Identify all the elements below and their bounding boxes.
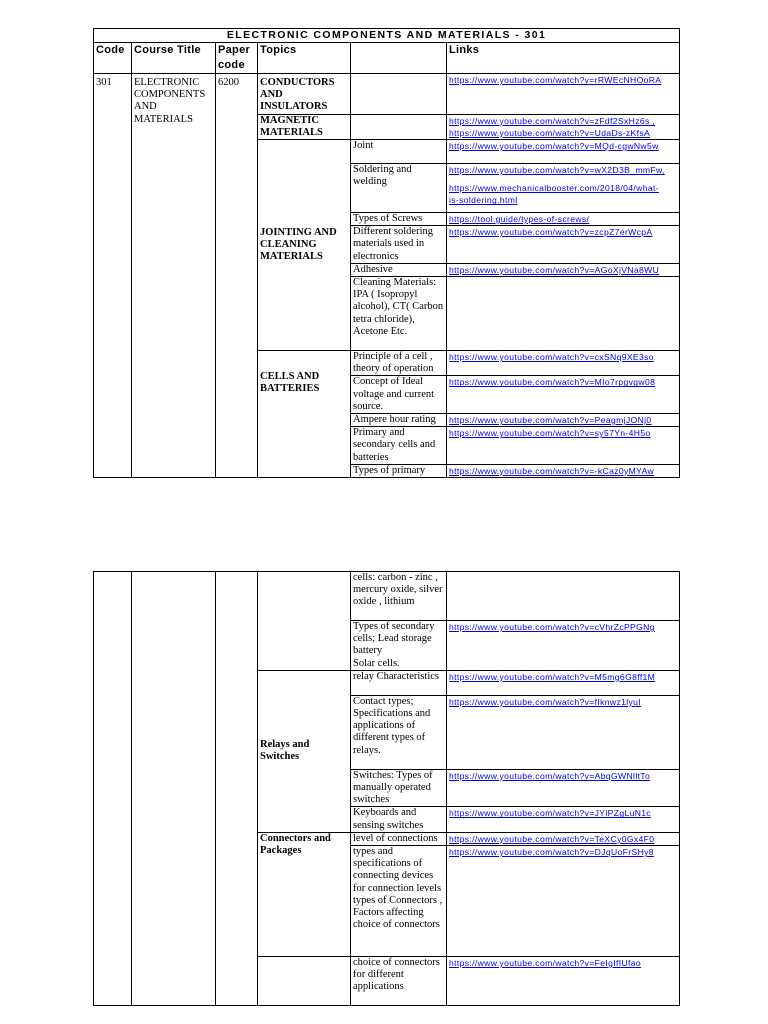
subtopic-cleaning: Cleaning Materials: IPA ( Isopropyl alcohol), CT( Carbon tetra chloride), Acetone Etc. bbox=[351, 277, 447, 351]
link-soldering-1[interactable]: https://www.youtube.com/watch?v=wX2D3B_mmFw, bbox=[449, 165, 665, 176]
links-cell bbox=[447, 213, 680, 226]
header-paper-code: Paper code bbox=[216, 43, 258, 74]
subtopic-switches: Switches: Types of manually operated switches bbox=[351, 769, 447, 807]
subtopic-relay-char: relay Characteristics bbox=[351, 670, 447, 695]
topic-connectors: Connectors and Packages bbox=[258, 832, 351, 956]
subtopic-types-primary: Types of primary bbox=[351, 464, 447, 477]
links-cell bbox=[447, 670, 680, 695]
links-cell bbox=[447, 414, 680, 427]
subtopic-connecting-devices: types and specifications of connecting devices for connection levels types of Connectors , Factors affecting choice of connectors bbox=[351, 846, 447, 957]
link-keyboards[interactable]: https://www.youtube.com/watch?v=JYlPZgLuN1c bbox=[449, 808, 652, 819]
subtopic-soldering-materials: Different soldering materials used in electronics bbox=[351, 226, 447, 264]
link-joint[interactable]: https://www.youtube.com/watch?v=MQd-cgwNw5w bbox=[449, 141, 659, 152]
paper-code-empty-cell bbox=[216, 572, 258, 1006]
link-conductors[interactable]: https://www.youtube.com/watch?v=rRWEcNHOoRA bbox=[449, 75, 662, 85]
course-code: 301 bbox=[94, 74, 132, 478]
topic-cells: CELLS AND BATTERIES bbox=[258, 351, 351, 478]
link-connecting-devices[interactable]: https://www.youtube.com/watch?v=DJqUoFrSHy8 bbox=[449, 847, 654, 858]
subtopic-choice-connectors: choice of connectors for different applications bbox=[351, 957, 447, 1006]
links-cell bbox=[447, 572, 680, 621]
link-contact-types[interactable]: https://www.youtube.com/watch?v=fIknwz1lyuI bbox=[449, 696, 642, 707]
link-soldering-3[interactable]: is-soldering.html bbox=[449, 195, 518, 206]
link-relay-char[interactable]: https://www.youtube.com/watch?v=M5mg6G8ff1M bbox=[449, 671, 656, 682]
subtopic-empty bbox=[351, 114, 447, 139]
link-level-connections[interactable]: https://www.youtube.com/watch?v=TeXCy0Gx4F0 bbox=[449, 833, 655, 844]
subtopic-secondary-cells: Types of secondary cells; Lead storage battery Solar cells. bbox=[351, 621, 447, 671]
course-title-empty-cell bbox=[132, 572, 216, 1006]
links-cell bbox=[447, 621, 680, 671]
link-magnetic-2[interactable]: https://www.youtube.com/watch?v=UdaDs-zKfsA bbox=[449, 127, 651, 138]
header-code: Code bbox=[94, 43, 132, 74]
links-cell bbox=[447, 351, 680, 376]
document-title: ELECTRONIC COMPONENTS AND MATERIALS - 301 bbox=[94, 29, 680, 43]
links-cell bbox=[447, 832, 680, 845]
code-empty-cell bbox=[94, 572, 132, 1006]
link-types-primary[interactable]: https://www.youtube.com/watch?v=-kCaz0yMYAw bbox=[449, 465, 655, 476]
links-cell bbox=[447, 769, 680, 807]
links-cell bbox=[447, 846, 680, 957]
links-cell bbox=[447, 277, 680, 351]
link-choice-connectors[interactable]: https://www.youtube.com/watch?v=FeIgIfIUfao bbox=[449, 958, 642, 969]
links-cell bbox=[447, 957, 680, 1006]
subtopic-primary-secondary: Primary and secondary cells and batteries bbox=[351, 427, 447, 465]
link-principle-cell[interactable]: https://www.youtube.com/watch?v=cxSNq9XE3so bbox=[449, 352, 654, 363]
links-cell bbox=[447, 695, 680, 769]
link-soldering-materials[interactable]: https://www.youtube.com/watch?v=zcpZ7erWcpA bbox=[449, 227, 653, 238]
subtopic-level-connections: level of connections bbox=[351, 832, 447, 845]
syllabus-table-page-1 bbox=[93, 28, 680, 478]
header-subtopics bbox=[351, 43, 447, 74]
links-cell bbox=[447, 140, 680, 164]
subtopic-soldering: Soldering and welding bbox=[351, 164, 447, 213]
subtopic-screws: Types of Screws bbox=[351, 213, 447, 226]
topic-relays: Relays and Switches bbox=[258, 670, 351, 832]
topic-magnetic: MAGNETIC MATERIALS bbox=[258, 114, 351, 139]
link-adhesive[interactable]: https://www.youtube.com/watch?v=AGoXjVNa8WU bbox=[449, 264, 660, 275]
link-soldering-2[interactable]: https://www.mechanicalbooster.com/2018/04/what- bbox=[449, 183, 659, 194]
subtopic-principle-cell: Principle of a cell , theory of operation bbox=[351, 351, 447, 376]
topic-conductors: CONDUCTORS AND INSULATORS bbox=[258, 74, 351, 115]
links-cell bbox=[447, 263, 680, 276]
subtopic-adhesive: Adhesive bbox=[351, 263, 447, 276]
topic-jointing: JOINTING AND CLEANING MATERIALS bbox=[258, 140, 351, 351]
course-title: ELECTRONIC COMPONENTS AND MATERIALS bbox=[132, 74, 216, 478]
link-ideal-voltage[interactable]: https://www.youtube.com/watch?v=MIo7rpgvgw08 bbox=[449, 377, 656, 388]
links-cell bbox=[447, 164, 680, 213]
link-secondary-cells[interactable]: https://www.youtube.com/watch?v=cVhrZcPPGNg bbox=[449, 622, 655, 632]
link-ampere-hour[interactable]: https://www.youtube.com/watch?v=PeagmjJONj0 bbox=[449, 415, 652, 426]
header-course-title: Course Title bbox=[132, 43, 216, 74]
header-topics: Topics bbox=[258, 43, 351, 74]
links-cell bbox=[447, 74, 680, 115]
links-cell bbox=[447, 114, 680, 139]
link-magnetic-1[interactable]: https://www.youtube.com/watch?v=zFdf2SxHz6s , bbox=[449, 115, 656, 126]
subtopic-ampere-hour: Ampere hour rating bbox=[351, 414, 447, 427]
subtopic-ideal-voltage: Concept of Ideal voltage and current source. bbox=[351, 376, 447, 414]
paper-code: 6200 bbox=[216, 74, 258, 478]
subtopic-joint: Joint bbox=[351, 140, 447, 164]
links-cell bbox=[447, 226, 680, 264]
subtopic-keyboards: Keyboards and sensing switches bbox=[351, 807, 447, 832]
subtopic-contact-types: Contact types; Specifications and applications of different types of relays. bbox=[351, 695, 447, 769]
syllabus-table-page-2 bbox=[93, 571, 680, 1006]
topic-empty-cell bbox=[258, 957, 351, 1006]
subtopic-empty bbox=[351, 74, 447, 115]
links-cell bbox=[447, 807, 680, 832]
links-cell bbox=[447, 376, 680, 414]
links-cell bbox=[447, 464, 680, 477]
header-links: Links bbox=[447, 43, 680, 74]
subtopic-primary-cont: cells: carbon - zinc , mercury oxide, silver oxide , lithium bbox=[351, 572, 447, 621]
link-switches[interactable]: https://www.youtube.com/watch?v=AbqGWNlltTo bbox=[449, 770, 651, 781]
link-primary-secondary[interactable]: https://www.youtube.com/watch?v=sy57Yn-4H5o bbox=[449, 428, 651, 439]
topic-empty-cell bbox=[258, 572, 351, 671]
link-screws[interactable]: https://tool.guide/types-of-screws/ bbox=[449, 214, 590, 225]
links-cell bbox=[447, 427, 680, 465]
